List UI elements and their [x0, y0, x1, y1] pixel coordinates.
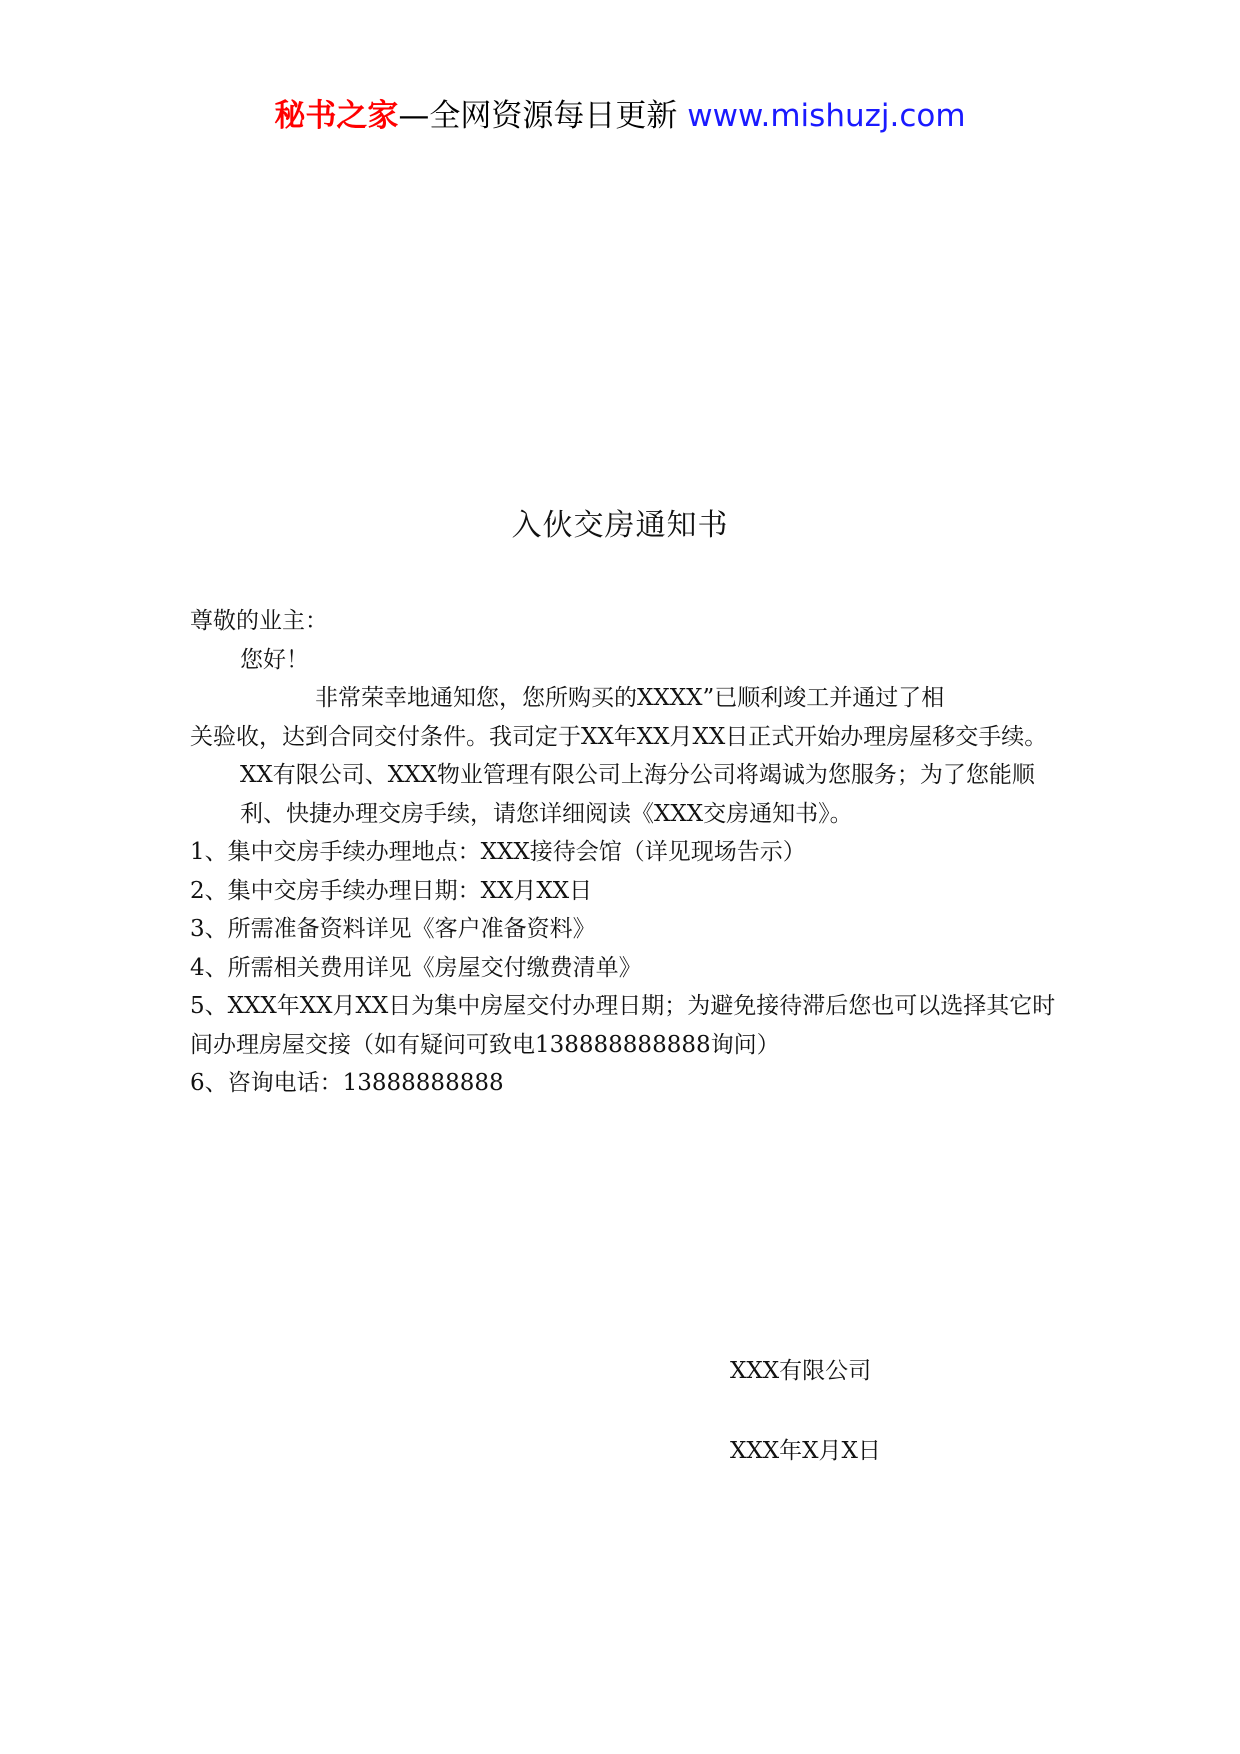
list-item: 6、咨询电话：13888888888: [190, 1070, 504, 1096]
list-item: 5、XXX年XX月XX日为集中房屋交付办理日期；为避免接待滞后您也可以选择其它时间办理房屋交接（如有疑问可致电138888888888询问）: [190, 993, 1056, 1058]
list-item: 2、集中交房手续办理日期：XX月XX日: [190, 877, 593, 904]
paragraph-1-first-line: 非常荣幸地通知您，您所购买的XXXX”已顺利竣工并通过了相: [315, 685, 945, 711]
signature-company: XXX有限公司: [730, 1358, 872, 1384]
site-url-link[interactable]: www.mishuzj.com: [687, 98, 966, 134]
list-item: 4、所需相关费用详见《房屋交付缴费清单》: [190, 954, 642, 981]
site-banner: [0, 96, 1240, 136]
paragraph-2: XX有限公司、XXX物业管理有限公司上海分公司将竭诚为您服务；为了您能顺利、快捷办理交房手续，请您详细阅读《XXX交房通知书》。: [240, 762, 1035, 827]
document-body: [190, 602, 1070, 1103]
signature-date: XXX年X月X日: [730, 1438, 881, 1464]
salutation: 尊敬的业主：: [190, 608, 328, 634]
list-item: 3、所需准备资料详见《客户准备资料》: [190, 916, 596, 942]
greeting: 您好！: [240, 646, 309, 673]
site-brand: 秘书之家: [274, 98, 399, 134]
site-tagline: —全网资源每日更新: [398, 98, 678, 134]
list-item: 1、集中交房手续办理地点：XXX接待会馆（详见现场告示）: [190, 839, 806, 865]
paragraph-1-continuation: 关验收，达到合同交付条件。我司定于XX年XX月XX日正式开始办理房屋移交手续。: [190, 723, 1048, 750]
document-title: 入伙交房通知书: [511, 508, 729, 543]
